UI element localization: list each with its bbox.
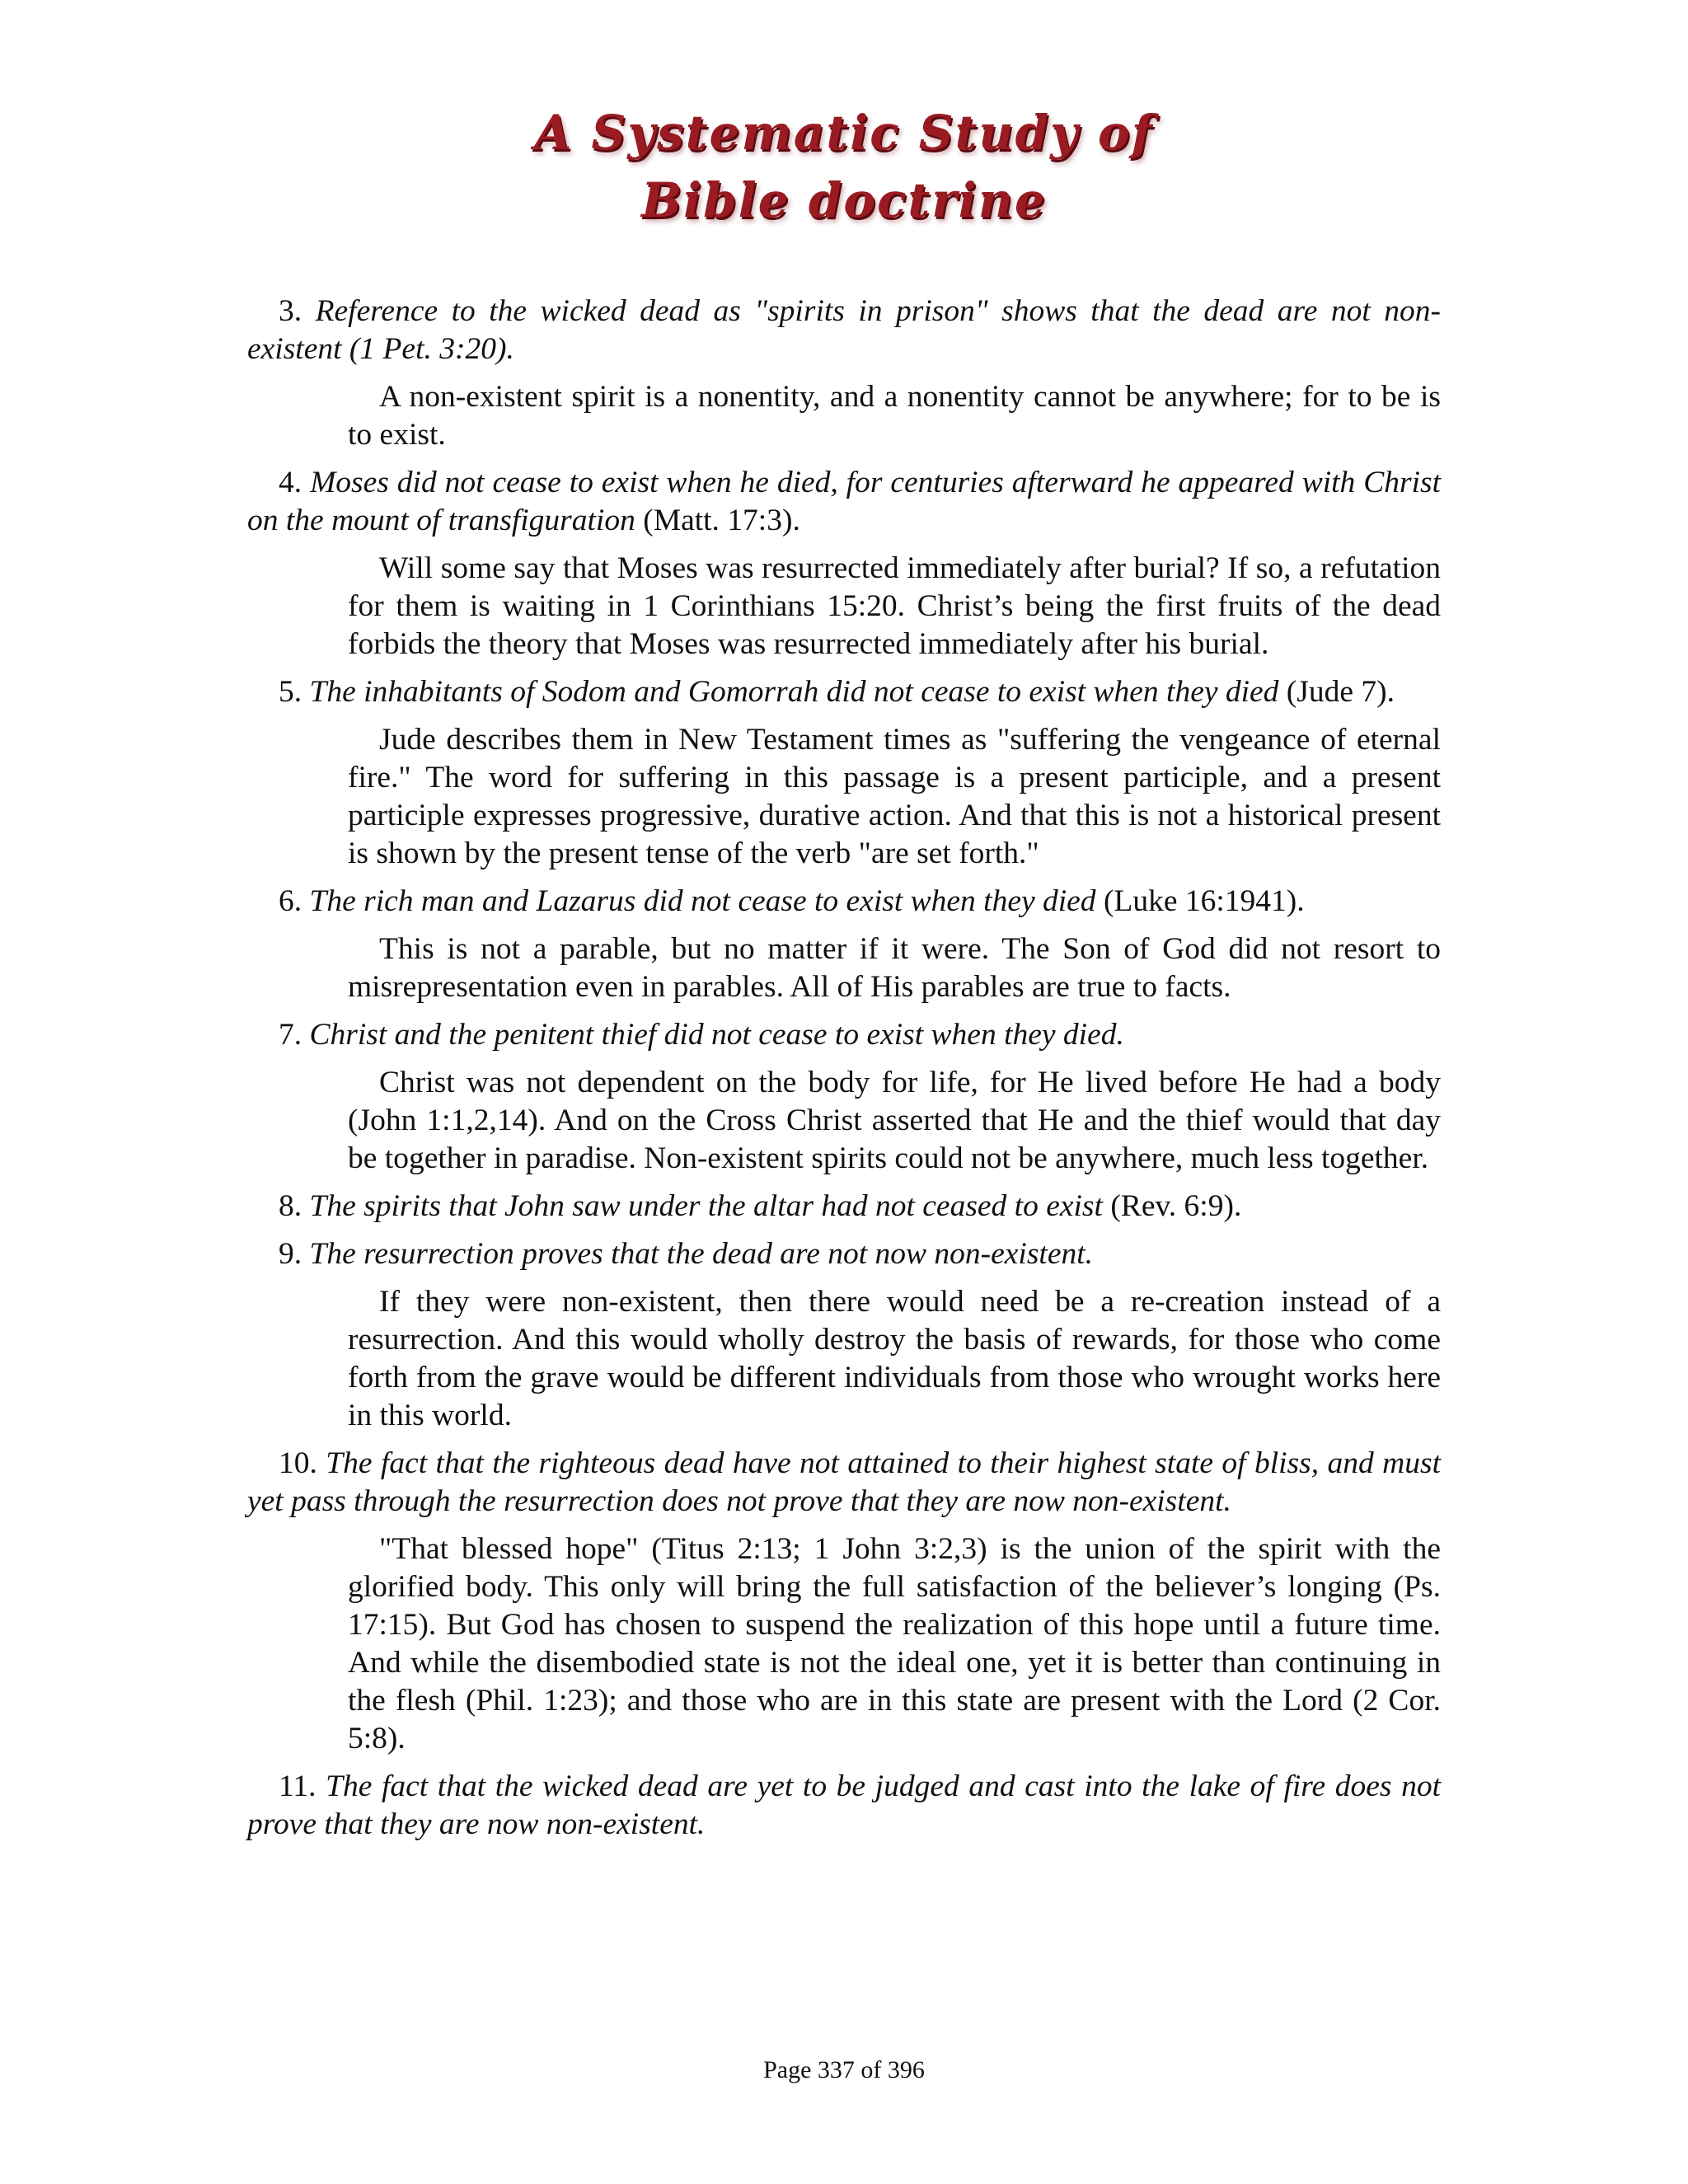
point-3 <box>247 293 1441 368</box>
point-number: 4. <box>279 466 302 499</box>
point-number: 8. <box>279 1189 302 1223</box>
point-number: 7. <box>279 1018 302 1052</box>
point-number: 6. <box>279 884 302 918</box>
point-reference: (Rev. 6:9). <box>1102 1189 1242 1223</box>
point-5-explanation: Jude describes them in New Testament times as "suffering the vengeance of eternal fire." The word for suffering in this passage is a present participle, and a present participle expresses progressive, durative action. And that this is not a historical present is shown by the present tense of the verb "are set forth." <box>348 723 1441 870</box>
book-title-banner <box>0 99 1688 234</box>
point-reference: (Matt. 17:3). <box>635 504 800 537</box>
point-statement: The spirits that John saw under the altar had not ceased to exist <box>309 1189 1103 1223</box>
point-statement: Reference to the wicked dead as "spirits in prison" shows that the dead are not non-existent (1 Pet. 3:20). <box>247 294 1441 366</box>
point-10-explanation: "That blessed hope" (Titus 2:13; 1 John 3:2,3) is the union of the spirit with the glorified body. This only will bring the full satisfaction of the believer’s longing (Ps. 17:15). But God has chosen to suspend the realization of this hope until a future time. And while the disembodied state is not the ideal one, yet it is better than continuing in the flesh (Phil. 1:23); and those who are in this state are present with the Lord (2 Cor. 5:8). <box>348 1532 1441 1755</box>
page-number-footer: Page 337 of 396 <box>763 2056 925 2083</box>
point-6-explanation: This is not a parable, but no matter if it were. The Son of God did not resort to misrepresentation even in parables. All of His parables are true to facts. <box>348 932 1441 1004</box>
point-statement: Christ and the penitent thief did not cease to exist when they died. <box>309 1018 1124 1052</box>
point-4-explanation: Will some say that Moses was resurrected immediately after burial? If so, a refutation for them is waiting in 1 Corinthians 15:20. Christ’s being the first fruits of the dead forbids the theory that Moses was resurrected immediately after his burial. <box>348 551 1441 661</box>
point-3-explanation: A non-existent spirit is a nonentity, and a nonentity cannot be anywhere; for to be is to exist. <box>348 380 1441 452</box>
point-number: 11. <box>279 1769 316 1803</box>
point-5 <box>247 673 1441 711</box>
point-reference: (Luke 16:1941). <box>1095 884 1305 918</box>
book-title-line-2: Bible doctrine <box>641 172 1047 228</box>
point-statement: The fact that the righteous dead have not attained to their highest state of bliss, and must yet pass through the resurrection does not prove that they are now non-existent. <box>247 1446 1442 1518</box>
point-reference: (Jude 7). <box>1278 675 1395 709</box>
point-statement: The fact that the wicked dead are yet to be judged and cast into the lake of fire does not prove that they are now non-existent. <box>247 1769 1441 1841</box>
point-7 <box>247 1016 1441 1054</box>
point-statement: Moses did not cease to exist when he died, for centuries afterward he appeared with Christ on the mount of transfiguration <box>247 466 1442 537</box>
book-title-line-1: A Systematic Study of <box>534 105 1154 161</box>
page-body <box>247 293 1441 1854</box>
point-statement: The rich man and Lazarus did not cease to exist when they died <box>309 884 1096 918</box>
point-number: 9. <box>279 1237 302 1271</box>
point-statement: The resurrection proves that the dead are not now non-existent. <box>309 1237 1094 1271</box>
point-9-explanation: If they were non-existent, then there would need be a re-creation instead of a resurrection. And this would wholly destroy the basis of rewards, for those who come forth from the grave would be different individuals from those who wrought works here in this world. <box>348 1285 1441 1432</box>
point-11 <box>247 1768 1441 1844</box>
point-6 <box>247 883 1441 921</box>
point-8 <box>247 1188 1441 1226</box>
point-10 <box>247 1445 1441 1521</box>
point-number: 5. <box>279 675 302 709</box>
point-statement: The inhabitants of Sodom and Gomorrah did not cease to exist when they died <box>309 675 1279 709</box>
point-9 <box>247 1235 1441 1273</box>
point-number: 3. <box>279 294 302 328</box>
point-number: 10. <box>279 1446 317 1480</box>
point-4 <box>247 464 1441 540</box>
point-7-explanation: Christ was not dependent on the body for life, for He lived before He had a body (John 1:1,2,14). And on the Cross Christ asserted that He and the thief would that day be together in paradise. Non-existent spirits could not be anywhere, much less together. <box>348 1066 1441 1175</box>
